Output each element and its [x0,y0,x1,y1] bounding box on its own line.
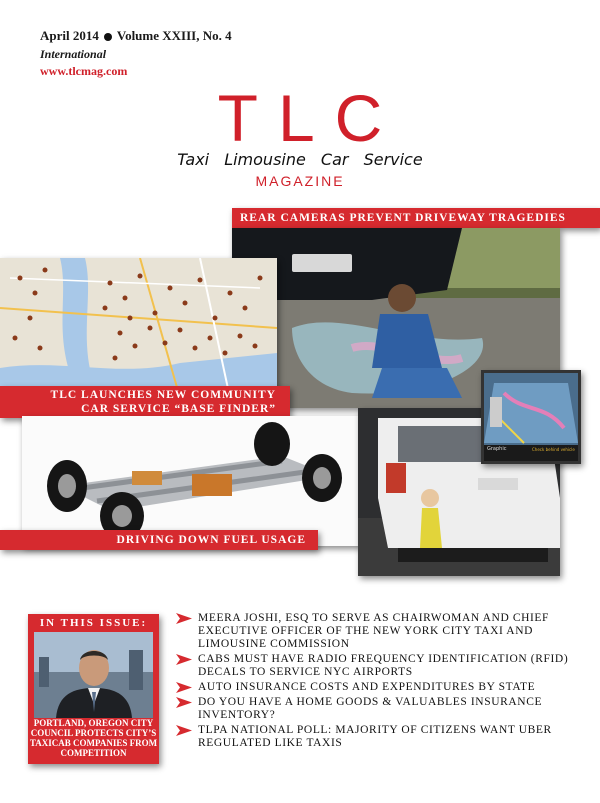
in-this-issue-label: IN THIS ISSUE: [39,617,148,629]
base-finder-headline-line2: CAR SERVICE “BASE FINDER” [81,403,276,415]
screen-graphic-label: Graphic [487,446,507,452]
list-item-text: CABS MUST HAVE RADIO FREQUENCY IDENTIFICATION (RFID) DECALS TO SERVICE NYC AIRPORTS [198,653,569,678]
bullet-dot [104,33,112,41]
base-finder-map [0,258,277,398]
magazine-label: MAGAZINE [255,173,345,189]
edition-label: International [40,47,107,61]
backup-camera-screen [481,370,581,464]
magazine-logo: TLC [217,81,403,155]
issue-date: April 2014 [40,28,99,43]
map-illustration [0,258,277,398]
base-finder-banner [0,386,290,418]
issue-volume: Volume XXIII, No. 4 [116,28,232,43]
list-item-text: AUTO INSURANCE COSTS AND EXPENDITURES BY STATE [198,681,536,693]
portrait-caption: PORTLAND, OREGON CITY COUNCIL PROTECTS CITY’S TAXICAB COMPANIES FROM COMPETITION [29,718,158,758]
screen-warning-label: Check behind vehicle [532,447,575,452]
list-item-text: TLPA NATIONAL POLL: MAJORITY OF CITIZENS WANT UBER REGULATED LIKE TAXIS [198,724,552,749]
chassis-illustration [22,416,360,546]
portrait-illustration [34,632,153,718]
list-item[interactable] [176,653,576,679]
list-item[interactable] [176,724,576,750]
list-item[interactable] [176,696,576,722]
list-item-text: DO YOU HAVE A HOME GOODS & VALUABLES INSURANCE INVENTORY? [198,696,543,721]
arrow-right-icon [176,725,192,736]
fuel-usage-banner [0,530,318,550]
fuel-usage-headline: DRIVING DOWN FUEL USAGE [116,534,306,546]
website-link[interactable]: www.tlcmag.com [40,64,128,78]
arrow-right-icon [176,613,192,624]
magazine-tagline: Taxi Limousine Car Service [177,150,423,169]
issue-article-list [176,612,576,752]
list-item-text: MEERA JOSHI, ESQ TO SERVE AS CHAIRWOMAN AND CHIEF EXECUTIVE OFFICER OF THE NEW YORK CITY TAXI AND LIMOUSINE COMMISSION [198,612,550,650]
base-finder-headline-line1: TLC LAUNCHES NEW COMMUNITY [50,389,276,401]
rear-cameras-headline: REAR CAMERAS PREVENT DRIVEWAY TRAGEDIES [240,212,566,224]
chassis-photo [22,416,360,546]
rear-cameras-banner [232,208,600,228]
list-item[interactable] [176,612,576,651]
issue-date-line [40,28,232,44]
portrait-photo [34,632,153,718]
arrow-right-icon [176,682,192,693]
arrow-right-icon [176,697,192,708]
arrow-right-icon [176,654,192,665]
list-item[interactable] [176,681,576,694]
